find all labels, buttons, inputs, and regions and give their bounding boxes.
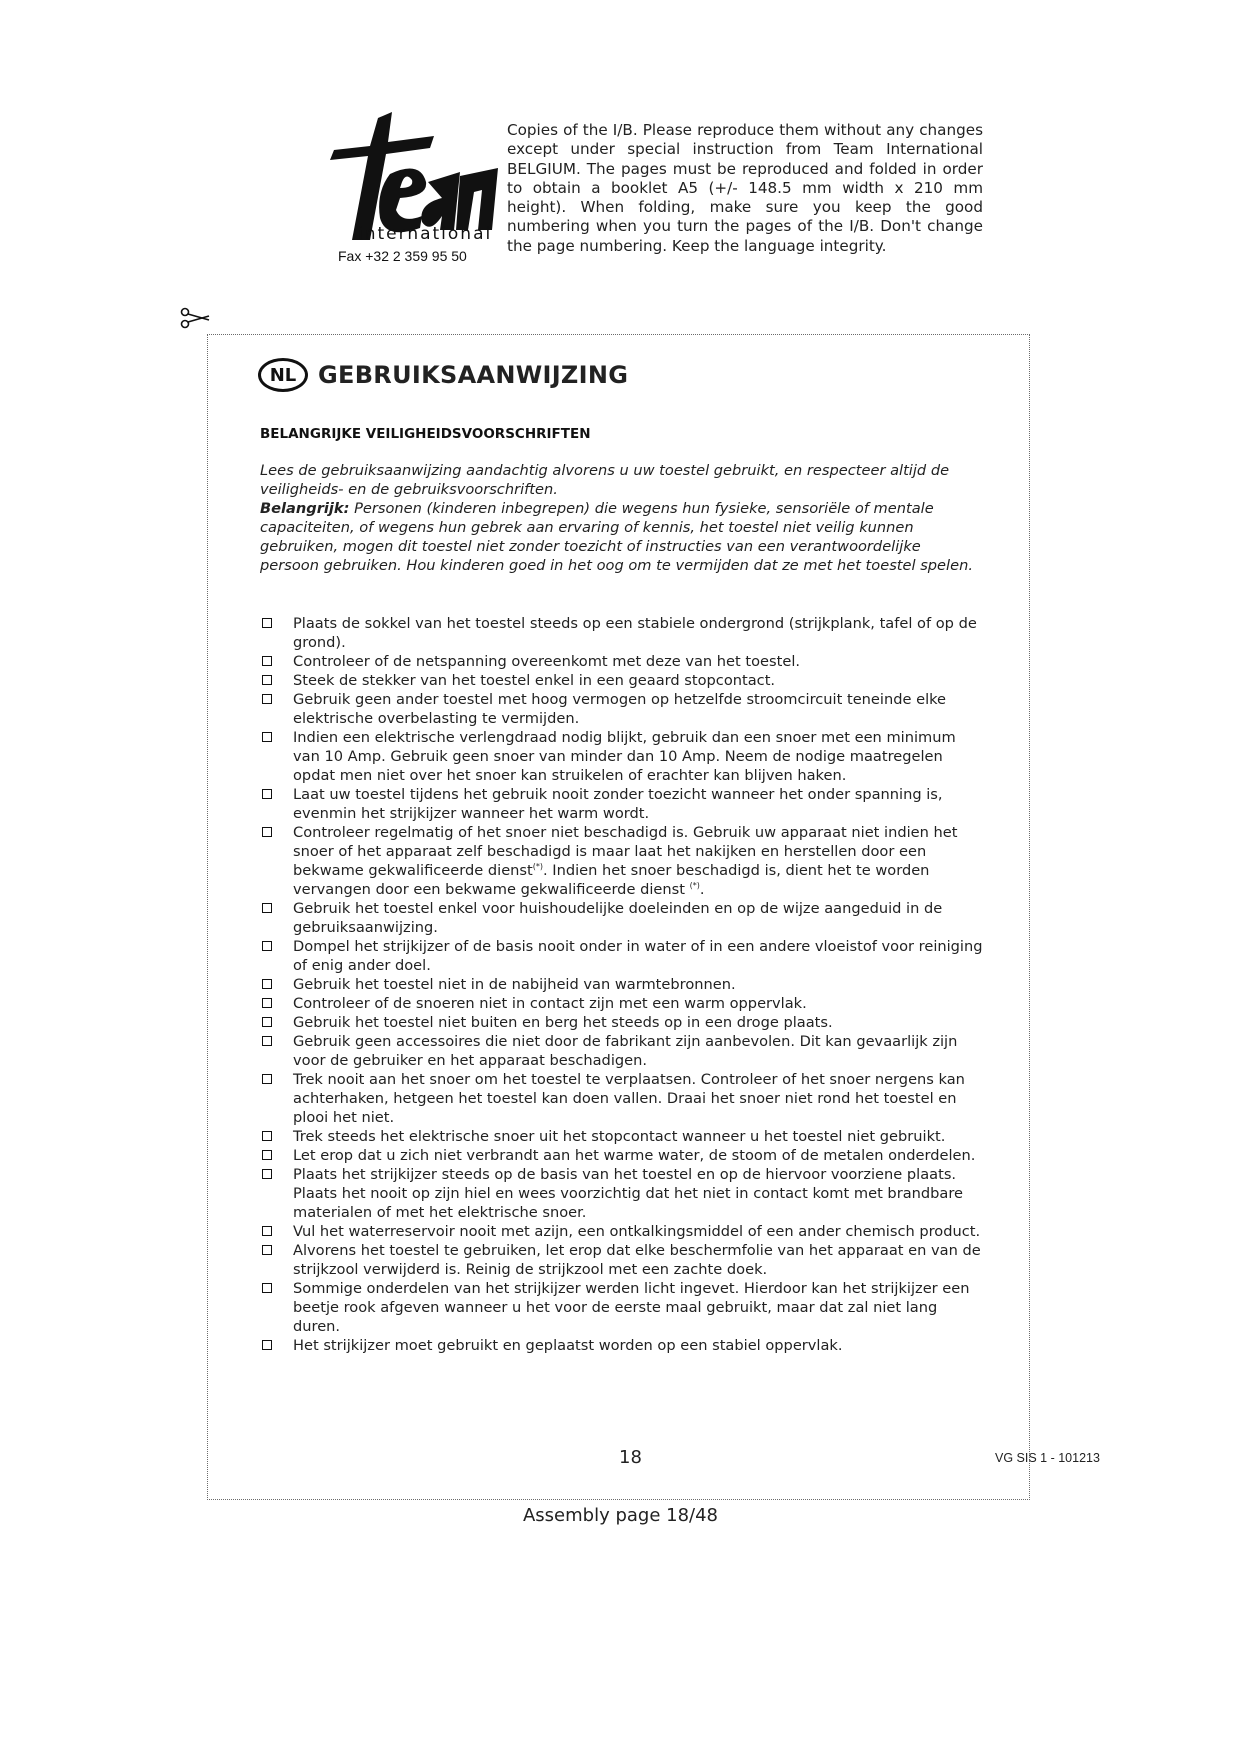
print-instructions: Copies of the I/B. Please reproduce them without any changes except under special instruction from Team International BELGIUM. The pages must be reproduced and folded in order to obtain a booklet A5 (+/- 148.5 mm width x 210 mm height). When folding, make sure you keep the good numbering when you turn the pages of the I/B. Don't change the page numbering. Keep the language integrity. <box>507 121 983 255</box>
checkbox-bullet-icon <box>262 675 272 685</box>
list-item <box>260 1032 984 1070</box>
list-item <box>260 1127 984 1146</box>
rule-text: Alvorens het toestel te gebruiken, let erop dat elke beschermfolie van het apparaat en van de strijkzool verwijderd is. Reinig de strijkzool met een zachte doek. <box>293 1242 981 1278</box>
rule-text: Het strijkijzer moet gebruikt en geplaatst worden op een stabiel oppervlak. <box>293 1337 843 1354</box>
manual-title: GEBRUIKSAANWIJZING <box>318 361 629 389</box>
list-item <box>260 785 984 823</box>
rule-text: Steek de stekker van het toestel enkel in een geaard stopcontact. <box>293 672 776 689</box>
list-item <box>260 671 984 690</box>
rule-text: Controleer regelmatig of het snoer niet beschadigd is. Gebruik uw apparaat niet indien het snoer of het apparaat zelf beschadigd is maar laat het nakijken en herstellen door een bekwame gekwalificeerde dienst <box>293 824 958 879</box>
checkbox-bullet-icon <box>262 827 272 837</box>
rule-text: Let erop dat u zich niet verbrandt aan het warme water, de stoom of de metalen onderdelen. <box>293 1147 976 1164</box>
checkbox-bullet-icon <box>262 998 272 1008</box>
checkbox-bullet-icon <box>262 1283 272 1293</box>
rule-text: Dompel het strijkijzer of de basis nooit onder in water of in een andere vloeistof voor reiniging of enig ander doel. <box>293 938 983 974</box>
intro-block <box>260 461 978 575</box>
checkbox-bullet-icon <box>262 1074 272 1084</box>
checkbox-bullet-icon <box>262 903 272 913</box>
checkbox-bullet-icon <box>262 1131 272 1141</box>
checkbox-bullet-icon <box>262 1017 272 1027</box>
checkbox-bullet-icon <box>262 789 272 799</box>
language-badge: NL <box>258 358 308 392</box>
manual-header <box>258 355 628 395</box>
list-item <box>260 1336 984 1355</box>
checkbox-bullet-icon <box>262 1226 272 1236</box>
checkbox-bullet-icon <box>262 1150 272 1160</box>
model-code: VG SIS 1 - 101213 <box>995 1451 1100 1465</box>
intro-text: Lees de gebruiksaanwijzing aandachtig alvorens u uw toestel gebruikt, en respecteer altijd de veiligheids- en de gebruiksvoorschriften. <box>260 462 950 498</box>
rule-text: Gebruik geen accessoires die niet door de fabrikant zijn aanbevolen. Dit kan gevaarlijk zijn voor de gebruiker en het apparaat beschadigen. <box>293 1033 958 1069</box>
checkbox-bullet-icon <box>262 694 272 704</box>
list-item <box>260 690 984 728</box>
rule-text: Sommige onderdelen van het strijkijzer werden licht ingevet. Hierdoor kan het strijkijzer een beetje rook afgeven wanneer u het voor de eerste maal gebruikt, maar dat zal niet lang duren. <box>293 1280 970 1335</box>
rule-text: Plaats het strijkijzer steeds op de basis van het toestel en op de hiervoor voorziene plaats. Plaats het nooit op zijn hiel en wees voorzichtig dat het niet in contact komt met brandbare materialen of met het elektrische snoer. <box>293 1166 964 1221</box>
rule-text: Gebruik het toestel niet buiten en berg het steeds op in een droge plaats. <box>293 1014 833 1031</box>
section-heading: BELANGRIJKE VEILIGHEIDSVOORSCHRIFTEN <box>260 426 591 442</box>
footnote-mark: (*) <box>689 881 700 891</box>
list-item <box>260 728 984 785</box>
checkbox-bullet-icon <box>262 1036 272 1046</box>
rule-text: Controleer of de snoeren niet in contact zijn met een warm oppervlak. <box>293 995 807 1012</box>
list-item <box>260 899 984 937</box>
safety-rules-list <box>260 614 984 1355</box>
rule-text: Gebruik het toestel niet in de nabijheid van warmtebronnen. <box>293 976 736 993</box>
checkbox-bullet-icon <box>262 1340 272 1350</box>
fax-number: Fax +32 2 359 95 50 <box>338 248 467 264</box>
list-item <box>260 994 984 1013</box>
list-item <box>260 1222 984 1241</box>
rule-text: Gebruik geen ander toestel met hoog vermogen op hetzelfde stroomcircuit teneinde elke elektrische overbelasting te vermijden. <box>293 691 947 727</box>
checkbox-bullet-icon <box>262 1169 272 1179</box>
list-item <box>260 975 984 994</box>
rule-text: Laat uw toestel tijdens het gebruik nooit zonder toezicht wanneer het onder spanning is, evenmin het strijkijzer wanneer het warm wordt. <box>293 786 943 822</box>
rule-text: Trek steeds het elektrische snoer uit het stopcontact wanneer u het toestel niet gebruikt. <box>293 1128 946 1145</box>
logo-subtitle: international <box>358 224 493 244</box>
checkbox-bullet-icon <box>262 732 272 742</box>
scissors-icon <box>180 306 210 330</box>
rule-text: Trek nooit aan het snoer om het toestel te verplaatsen. Controleer of het snoer nergens kan achterhaken, hetgeen het toestel kan doen vallen. Draai het snoer niet rond het toestel en plooi het niet. <box>293 1071 965 1126</box>
checkbox-bullet-icon <box>262 979 272 989</box>
important-paragraph <box>260 499 978 575</box>
checkbox-bullet-icon <box>262 1245 272 1255</box>
list-item <box>260 1165 984 1222</box>
rule-text: Controleer of de netspanning overeenkomt met deze van het toestel. <box>293 653 801 670</box>
footnote-mark: (*) <box>532 862 544 872</box>
important-label: Belangrijk: <box>260 500 350 517</box>
rule-text: Gebruik het toestel enkel voor huishoudelijke doeleinden en op de wijze aangeduid in de gebruiksaanwijzing. <box>293 900 943 936</box>
list-item <box>260 1070 984 1127</box>
assembly-page-label: Assembly page 18/48 <box>522 1505 719 1526</box>
page-number: 18 <box>619 1447 642 1468</box>
rule-text: Plaats de sokkel van het toestel steeds op een stabiele ondergrond (strijkplank, tafel of op de grond). <box>293 615 977 651</box>
list-item <box>260 823 984 899</box>
rule-text-continuation: . Indien het snoer beschadigd is, dient het te worden vervangen door een bekwame gekwalificeerde dienst <box>293 862 930 898</box>
list-item <box>260 1241 984 1279</box>
list-item <box>260 1279 984 1336</box>
list-item <box>260 614 984 652</box>
list-item <box>260 1146 984 1165</box>
checkbox-bullet-icon <box>262 618 272 628</box>
list-item <box>260 1013 984 1032</box>
important-text: Personen (kinderen inbegrepen) die wegens hun fysieke, sensoriële of mentale capaciteiten, of wegens hun gebrek aan ervaring of kennis, het toestel niet veilig kunnen gebruiken, mogen dit toestel niet zonder toezicht of instructies van een verantwoordelijke persoon gebruiken. Hou kinderen goed in het oog om te vermijden dat ze met het toestel spelen. <box>260 500 973 574</box>
list-item <box>260 937 984 975</box>
list-item <box>260 652 984 671</box>
checkbox-bullet-icon <box>262 941 272 951</box>
rule-text-end: . <box>699 881 705 898</box>
team-logo-mark <box>330 112 500 242</box>
rule-text: Vul het waterreservoir nooit met azijn, een ontkalkingsmiddel of een ander chemisch product. <box>293 1223 981 1240</box>
rule-text: Indien een elektrische verlengdraad nodig blijkt, gebruik dan een snoer met een minimum van 10 Amp. Gebruik geen snoer van minder dan 10 Amp. Neem de nodige maatregelen opdat men niet over het snoer kan struikelen of erachter kan blijven haken. <box>293 729 956 784</box>
checkbox-bullet-icon <box>262 656 272 666</box>
team-international-logo <box>330 112 500 270</box>
